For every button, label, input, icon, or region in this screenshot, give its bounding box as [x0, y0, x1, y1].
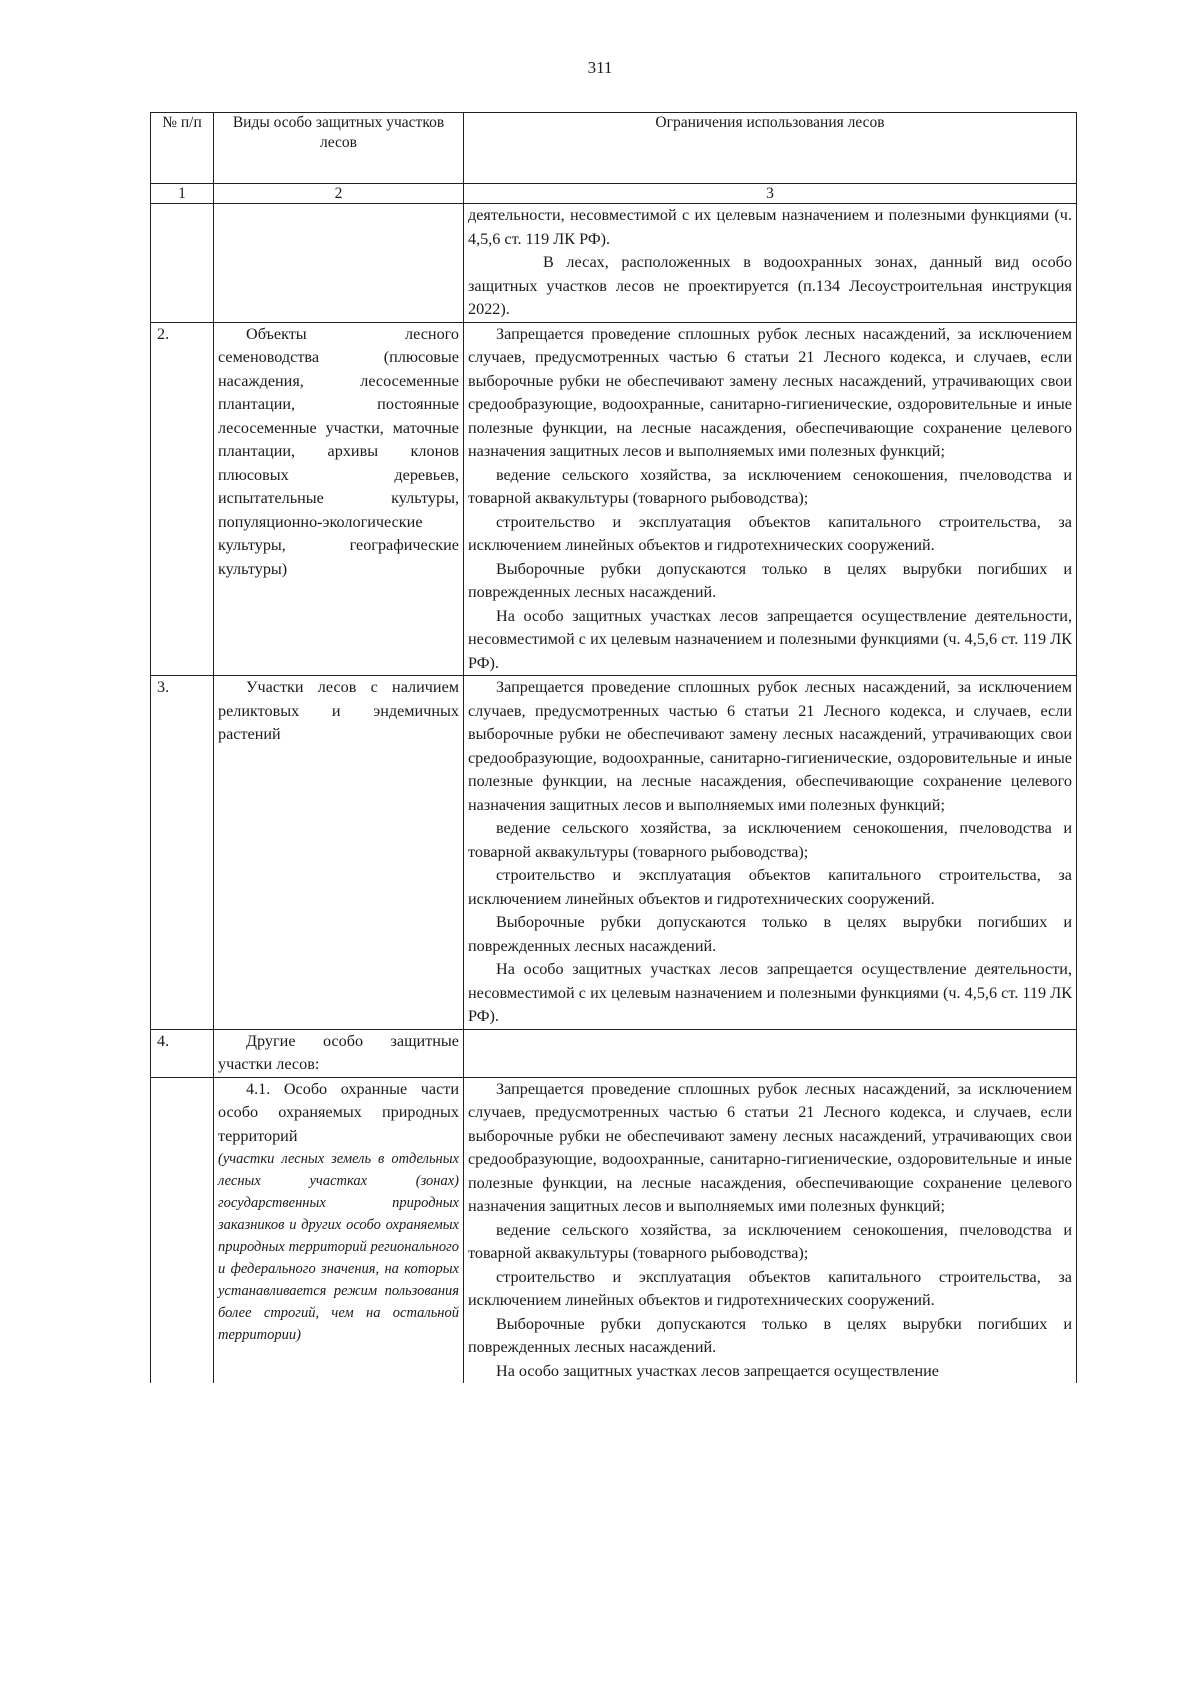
header-number: № п/п	[151, 113, 214, 184]
restriction-paragraph: ведение сельского хозяйства, за исключением сенокошения, пчеловодства и товарной аквакультуры (товарного рыбоводства);	[468, 819, 1072, 861]
row-type	[214, 204, 464, 323]
row-type	[214, 676, 464, 1030]
row-type-note: (участки лесных земель в отдельных лесных участках (зонах) государственных природных заказников и других особо охраняемых природных территорий регионального и федерального значения, на которых устанавливается режим пользования более строгий, чем на остальной территории)	[218, 1151, 459, 1343]
restriction-paragraph: В лесах, расположенных в водоохранных зонах, данный вид особо защитных участков лесов не проектируется (п.134 Лесоустроительная инструкция 2022).	[468, 253, 1072, 318]
row-number: 4.	[151, 1029, 214, 1077]
table-row	[151, 1077, 1077, 1383]
row-restrictions	[464, 322, 1077, 676]
restriction-paragraph: ведение сельского хозяйства, за исключением сенокошения, пчеловодства и товарной аквакультуры (товарного рыбоводства);	[468, 1220, 1072, 1262]
row-type-text: Объекты лесного семеноводства (плюсовые насаждения, лесосеменные плантации, постоянные лесосеменные участки, маточные плантации, архивы клонов плюсовых деревьев, испытательные культуры, популяционно-экологические культуры, географические культуры)	[218, 324, 459, 578]
restriction-paragraph: строительство и эксплуатация объектов капитального строительства, за исключением линейных объектов и гидротехнических сооружений.	[468, 866, 1072, 908]
row-restrictions	[464, 204, 1077, 323]
table-row	[151, 322, 1077, 676]
restriction-paragraph: Выборочные рубки допускаются только в целях вырубки погибших и поврежденных лесных насаждений.	[468, 1314, 1072, 1356]
restriction-paragraph: деятельности, несовместимой с их целевым назначением и полезными функциями (ч. 4,5,6 ст. 119 ЛК РФ).	[468, 206, 1072, 248]
column-number: 1	[151, 184, 214, 204]
restriction-paragraph: На особо защитных участках лесов запрещается осуществление деятельности, несовместимой с их целевым назначением и полезными функциями (ч. 4,5,6 ст. 119 ЛК РФ).	[468, 960, 1072, 1025]
header-restrictions: Ограничения использования лесов	[464, 113, 1077, 184]
row-restrictions	[464, 676, 1077, 1030]
row-type	[214, 322, 464, 676]
page-number: 311	[587, 58, 613, 77]
restriction-paragraph: Запрещается проведение сплошных рубок лесных насаждений, за исключением случаев, предусмотренных частью 6 статьи 21 Лесного кодекса, и случаев, если выборочные рубки не обеспечивают замену лесных насаждений, утрачивающих свои средообразующие, водоохранные, санитарно-гигиенические, оздоровительные и иные полезные функции, на лесные насаждения, обеспечивающие сохранение целевого назначения защитных лесов и выполняемых ими полезных функций;	[468, 678, 1072, 814]
restriction-paragraph: Выборочные рубки допускаются только в целях вырубки погибших и поврежденных лесных насаждений.	[468, 913, 1072, 955]
row-type-text: 4.1. Особо охранные части особо охраняемых природных территорий	[218, 1079, 459, 1145]
restriction-paragraph: На особо защитных участках лесов запрещается осуществление деятельности, несовместимой с их целевым назначением и полезными функциями (ч. 4,5,6 ст. 119 ЛК РФ).	[468, 606, 1072, 672]
table-header-row	[151, 113, 1077, 184]
restriction-paragraph: строительство и эксплуатация объектов капитального строительства, за исключением линейных объектов и гидротехнических сооружений.	[468, 1267, 1072, 1309]
restriction-paragraph: Выборочные рубки допускаются только в целях вырубки погибших и поврежденных лесных насаждений.	[468, 559, 1072, 601]
restriction-paragraph: Запрещается проведение сплошных рубок лесных насаждений, за исключением случаев, предусмотренных частью 6 статьи 21 Лесного кодекса, и случаев, если выборочные рубки не обеспечивают замену лесных насаждений, утрачивающих свои средообразующие, водоохранные, санитарно-гигиенические, оздоровительные и иные полезные функции, на лесные насаждения, обеспечивающие сохранение целевого назначения защитных лесов и выполняемых ими полезных функций;	[468, 1079, 1072, 1215]
restrictions-table	[150, 112, 1077, 1383]
restriction-paragraph: ведение сельского хозяйства, за исключением сенокошения, пчеловодства и товарной аквакультуры (товарного рыбоводства);	[468, 465, 1072, 507]
restriction-paragraph: Запрещается проведение сплошных рубок лесных насаждений, за исключением случаев, предусмотренных частью 6 статьи 21 Лесного кодекса, и случаев, если выборочные рубки не обеспечивают замену лесных насаждений, утрачивающих свои средообразующие, водоохранные, санитарно-гигиенические, оздоровительные и иные полезные функции, на лесные насаждения, обеспечивающие сохранение целевого назначения защитных лесов и выполняемых ими полезных функций;	[468, 324, 1072, 460]
row-restrictions	[464, 1077, 1077, 1383]
row-restrictions	[464, 1029, 1077, 1077]
table-row	[151, 1029, 1077, 1077]
row-type-text: Участки лесов с наличием реликтовых и эндемичных растений	[218, 678, 459, 743]
column-number: 2	[214, 184, 464, 204]
row-number: 2.	[151, 322, 214, 676]
row-type	[214, 1029, 464, 1077]
row-type-text: Другие особо защитные участки лесов:	[218, 1031, 459, 1073]
column-number: 3	[464, 184, 1077, 204]
restriction-paragraph: На особо защитных участках лесов запрещается осуществление	[496, 1361, 939, 1380]
row-number	[151, 204, 214, 323]
table-row	[151, 204, 1077, 323]
row-type	[214, 1077, 464, 1383]
restriction-paragraph: строительство и эксплуатация объектов капитального строительства, за исключением линейных объектов и гидротехнических сооружений.	[468, 512, 1072, 554]
table-row	[151, 676, 1077, 1030]
column-number-row	[151, 184, 1077, 204]
row-number	[151, 1077, 214, 1383]
row-number: 3.	[151, 676, 214, 1030]
header-type: Виды особо защитных участков лесов	[214, 113, 464, 184]
